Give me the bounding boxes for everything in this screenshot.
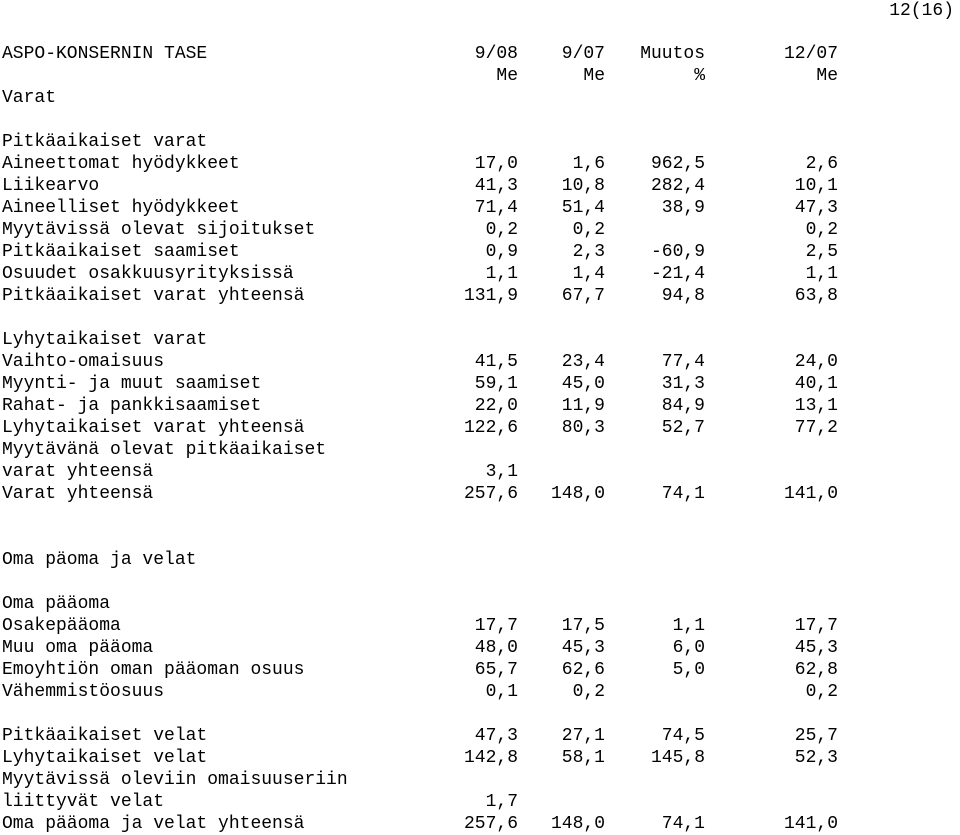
column-unit: Me [816, 66, 838, 86]
table-row [0, 461, 960, 483]
column-header-9-07: 9/07 [561, 44, 605, 64]
value-cell: 282,4 [650, 176, 705, 196]
value-cell: 131,9 [463, 286, 518, 306]
value-cell: 0,9 [485, 242, 518, 262]
value-cell: 122,6 [463, 418, 518, 438]
value-cell: 148,0 [550, 814, 605, 834]
value-cell: 257,6 [463, 814, 518, 834]
value-cell: 27,1 [561, 726, 605, 746]
value-cell: 142,8 [463, 748, 518, 768]
row-label: Myytävissä oleviin omaisuuseriin [2, 770, 348, 790]
table-row [0, 329, 960, 351]
value-cell: 17,7 [794, 616, 838, 636]
row-label: Pitkäaikaiset velat [2, 726, 208, 746]
column-unit: Me [496, 66, 518, 86]
value-cell: 10,8 [561, 176, 605, 196]
table-row [0, 659, 960, 681]
value-cell: 65,7 [474, 660, 518, 680]
row-label: Myynti- ja muut saamiset [2, 374, 262, 394]
row-label: Vähemmistöosuus [2, 682, 165, 702]
column-unit: Me [583, 66, 605, 86]
value-cell: 257,6 [463, 484, 518, 504]
balance-sheet [0, 43, 960, 835]
value-cell: 0,2 [572, 220, 605, 240]
table-row [0, 791, 960, 813]
table-row [0, 549, 960, 571]
value-cell: 1,7 [485, 792, 518, 812]
value-cell: 0,2 [805, 682, 838, 702]
table-row [0, 593, 960, 615]
row-label: Osakepääoma [2, 616, 121, 636]
table-row [0, 87, 960, 109]
row-label: Aineettomat hyödykkeet [2, 154, 240, 174]
value-cell: 59,1 [474, 374, 518, 394]
table-row [0, 637, 960, 659]
value-cell: 17,7 [474, 616, 518, 636]
row-label: Lyhytaikaiset velat [2, 748, 208, 768]
value-cell: 0,2 [485, 220, 518, 240]
value-cell: 0,2 [805, 220, 838, 240]
row-label: varat yhteensä [2, 462, 154, 482]
value-cell: 6,0 [672, 638, 705, 658]
blank-row [0, 571, 960, 593]
table-row [0, 681, 960, 703]
value-cell: 74,5 [661, 726, 705, 746]
value-cell: 94,8 [661, 286, 705, 306]
value-cell: 23,4 [561, 352, 605, 372]
value-cell: 63,8 [794, 286, 838, 306]
header-title-row [0, 43, 960, 65]
value-cell: 145,8 [650, 748, 705, 768]
value-cell: 62,6 [561, 660, 605, 680]
value-cell: 45,0 [561, 374, 605, 394]
page-number: 12(16) [889, 1, 954, 21]
row-label: Liikearvo [2, 176, 100, 196]
table-body [0, 87, 960, 835]
value-cell: 3,1 [485, 462, 518, 482]
value-cell: 77,4 [661, 352, 705, 372]
value-cell: 74,1 [661, 484, 705, 504]
value-cell: 0,1 [485, 682, 518, 702]
value-cell: 40,1 [794, 374, 838, 394]
value-cell: 148,0 [550, 484, 605, 504]
blank-row [0, 109, 960, 131]
value-cell: 2,3 [572, 242, 605, 262]
value-cell: 38,9 [661, 198, 705, 218]
table-row [0, 373, 960, 395]
column-unit: % [694, 66, 705, 86]
value-cell: 2,6 [805, 154, 838, 174]
blank-row [0, 703, 960, 725]
table-row [0, 175, 960, 197]
value-cell: 77,2 [794, 418, 838, 438]
table-row [0, 241, 960, 263]
table-row [0, 769, 960, 791]
row-label: Oma päoma ja velat [2, 550, 197, 570]
table-row [0, 285, 960, 307]
row-label: Myytävänä olevat pitkäaikaiset [2, 440, 327, 460]
value-cell: 47,3 [474, 726, 518, 746]
value-cell: 1,6 [572, 154, 605, 174]
value-cell: 52,3 [794, 748, 838, 768]
table-row [0, 395, 960, 417]
value-cell: 31,3 [661, 374, 705, 394]
value-cell: 1,4 [572, 264, 605, 284]
table-row [0, 813, 960, 835]
value-cell: 84,9 [661, 396, 705, 416]
row-label: Lyhytaikaiset varat yhteensä [2, 418, 305, 438]
value-cell: 1,1 [805, 264, 838, 284]
blank-row [0, 527, 960, 549]
value-cell: 48,0 [474, 638, 518, 658]
value-cell: 22,0 [474, 396, 518, 416]
row-label: Varat yhteensä [2, 484, 154, 504]
column-header-9-08: 9/08 [474, 44, 518, 64]
value-cell: 141,0 [783, 814, 838, 834]
row-label: Vaihto-omaisuus [2, 352, 165, 372]
column-header-muutos: Muutos [640, 44, 705, 64]
table-row [0, 615, 960, 637]
table-row [0, 417, 960, 439]
value-cell: 2,5 [805, 242, 838, 262]
value-cell: 52,7 [661, 418, 705, 438]
value-cell: 17,0 [474, 154, 518, 174]
value-cell: 62,8 [794, 660, 838, 680]
value-cell: 45,3 [561, 638, 605, 658]
table-row [0, 197, 960, 219]
value-cell: -21,4 [650, 264, 705, 284]
row-label: Pitkäaikaiset varat [2, 132, 208, 152]
row-label: Rahat- ja pankkisaamiset [2, 396, 262, 416]
table-row [0, 439, 960, 461]
value-cell: 1,1 [485, 264, 518, 284]
header-units-row [0, 65, 960, 87]
value-cell: 45,3 [794, 638, 838, 658]
table-row [0, 725, 960, 747]
value-cell: 1,1 [672, 616, 705, 636]
value-cell: 58,1 [561, 748, 605, 768]
value-cell: 5,0 [672, 660, 705, 680]
row-label: Myytävissä olevat sijoitukset [2, 220, 316, 240]
table-row [0, 153, 960, 175]
value-cell: 17,5 [561, 616, 605, 636]
value-cell: 74,1 [661, 814, 705, 834]
value-cell: 47,3 [794, 198, 838, 218]
value-cell: -60,9 [650, 242, 705, 262]
row-label: Oma pääoma [2, 594, 111, 614]
row-label: Pitkäaikaiset varat yhteensä [2, 286, 305, 306]
value-cell: 25,7 [794, 726, 838, 746]
table-title: ASPO-KONSERNIN TASE [2, 44, 208, 64]
column-header-12-07: 12/07 [783, 44, 838, 64]
value-cell: 962,5 [650, 154, 705, 174]
value-cell: 0,2 [572, 682, 605, 702]
row-label: Emoyhtiön oman pääoman osuus [2, 660, 305, 680]
table-row [0, 131, 960, 153]
value-cell: 10,1 [794, 176, 838, 196]
row-label: Oma pääoma ja velat yhteensä [2, 814, 305, 834]
value-cell: 141,0 [783, 484, 838, 504]
value-cell: 13,1 [794, 396, 838, 416]
value-cell: 41,5 [474, 352, 518, 372]
row-label: Pitkäaikaiset saamiset [2, 242, 240, 262]
blank-row [0, 307, 960, 329]
value-cell: 24,0 [794, 352, 838, 372]
blank-row [0, 505, 960, 527]
value-cell: 71,4 [474, 198, 518, 218]
value-cell: 80,3 [561, 418, 605, 438]
row-label: liittyvät velat [2, 792, 165, 812]
table-row [0, 263, 960, 285]
value-cell: 67,7 [561, 286, 605, 306]
value-cell: 41,3 [474, 176, 518, 196]
table-row [0, 483, 960, 505]
table-row [0, 747, 960, 769]
value-cell: 11,9 [561, 396, 605, 416]
table-row [0, 219, 960, 241]
value-cell: 51,4 [561, 198, 605, 218]
row-label: Aineelliset hyödykkeet [2, 198, 240, 218]
table-row [0, 351, 960, 373]
row-label: Osuudet osakkuusyrityksissä [2, 264, 294, 284]
row-label: Lyhytaikaiset varat [2, 330, 208, 350]
row-label: Muu oma pääoma [2, 638, 154, 658]
row-label: Varat [2, 88, 57, 108]
